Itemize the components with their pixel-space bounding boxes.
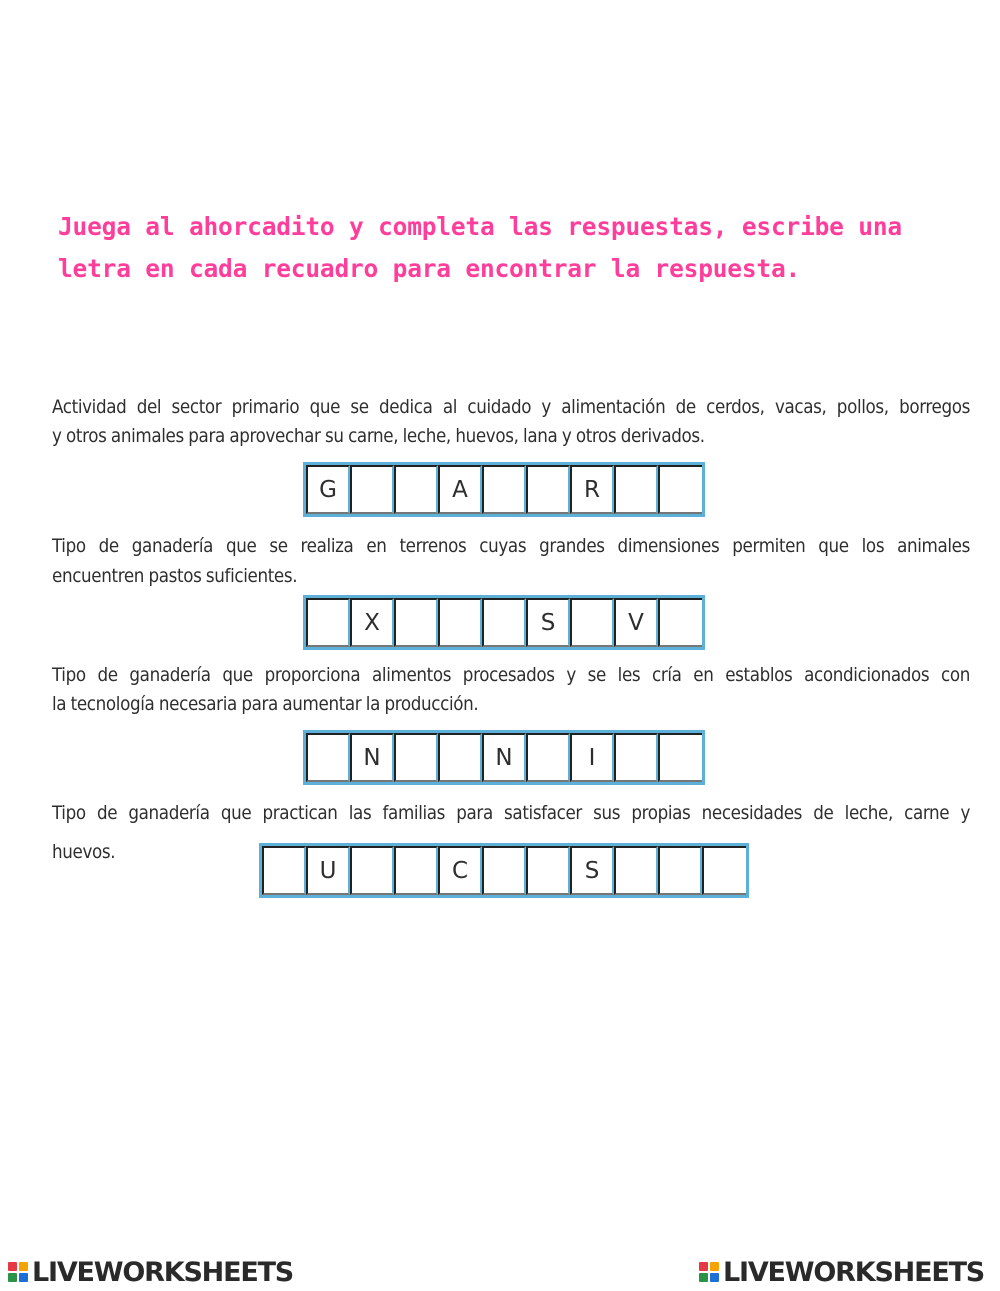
question-2-line-1: Tipo de ganadería que se realiza en terrenos cuyas grandes dimensiones permiten que los animales (52, 536, 970, 557)
question-4-line-2: huevos. (52, 842, 116, 863)
brand-right (699, 1256, 984, 1288)
question-4-text-2 (52, 837, 115, 868)
letter-box[interactable] (438, 465, 482, 514)
question-3-text (52, 660, 970, 691)
letter-box[interactable] (526, 733, 570, 782)
letter-box[interactable] (570, 733, 614, 782)
answer-row-3 (303, 730, 705, 785)
letter-box[interactable] (306, 465, 350, 514)
letter-box[interactable] (350, 846, 394, 895)
question-2-line-2: encuentren pastos suficientes. (52, 566, 298, 587)
question-2-text-2 (52, 561, 297, 592)
letter-box[interactable] (394, 465, 438, 514)
letter-box[interactable] (570, 465, 614, 514)
instructions (58, 206, 938, 290)
letter-box[interactable] (350, 733, 394, 782)
letter-box[interactable] (570, 598, 614, 647)
letter-box[interactable] (526, 846, 570, 895)
answer-row-2 (303, 595, 705, 650)
letter-box[interactable] (438, 598, 482, 647)
letter-box[interactable] (570, 846, 614, 895)
letter-box[interactable] (306, 598, 350, 647)
question-1-text (52, 392, 970, 423)
question-1-text-2 (52, 421, 705, 452)
letter-box[interactable] (658, 465, 702, 514)
letter-box[interactable] (394, 846, 438, 895)
brand-name-left: LIVEWORKSHEETS (32, 1256, 294, 1288)
letter-box[interactable] (526, 598, 570, 647)
letter-box[interactable] (438, 846, 482, 895)
question-1-line-1: Actividad del sector primario que se dedica al cuidado y alimentación de cerdos, vacas, pollos, borregos (52, 397, 970, 418)
letter-box[interactable] (482, 733, 526, 782)
instructions-line-2: letra en cada recuadro para encontrar la respuesta. (58, 254, 801, 283)
question-1-line-2: y otros animales para aprovechar su carne, leche, huevos, lana y otros derivados. (52, 426, 705, 447)
answer-row-4 (259, 843, 749, 898)
liveworksheets-logo-icon (699, 1262, 719, 1282)
letter-box[interactable] (614, 846, 658, 895)
letter-box[interactable] (306, 846, 350, 895)
letter-box[interactable] (526, 465, 570, 514)
liveworksheets-logo-icon (8, 1262, 28, 1282)
letter-box[interactable] (658, 846, 702, 895)
question-3-text-2 (52, 689, 478, 720)
question-2-text (52, 531, 970, 562)
question-4-line-1: Tipo de ganadería que practican las familias para satisfacer sus propias necesidades de leche, carne y (52, 803, 970, 824)
brand-name-right: LIVEWORKSHEETS (723, 1256, 985, 1288)
letter-box[interactable] (614, 465, 658, 514)
letter-box[interactable] (350, 465, 394, 514)
answer-row-1 (303, 462, 705, 517)
letter-box[interactable] (306, 733, 350, 782)
letter-box[interactable] (614, 598, 658, 647)
question-3-line-2: la tecnología necesaria para aumentar la producción. (52, 694, 479, 715)
letter-box[interactable] (350, 598, 394, 647)
letter-box[interactable] (614, 733, 658, 782)
letter-box[interactable] (482, 598, 526, 647)
letter-box[interactable] (702, 846, 746, 895)
letter-box[interactable] (262, 846, 306, 895)
letter-box[interactable] (394, 598, 438, 647)
letter-box[interactable] (482, 846, 526, 895)
letter-box[interactable] (658, 598, 702, 647)
letter-box[interactable] (482, 465, 526, 514)
letter-box[interactable] (394, 733, 438, 782)
question-4-text (52, 798, 970, 829)
instructions-line-1: Juega al ahorcadito y completa las respuestas, escribe una (58, 212, 902, 241)
question-3-line-1: Tipo de ganadería que proporciona alimentos procesados y se les cría en establos acondicionados con (52, 665, 970, 686)
brand-left (8, 1256, 293, 1288)
letter-box[interactable] (438, 733, 482, 782)
letter-box[interactable] (658, 733, 702, 782)
